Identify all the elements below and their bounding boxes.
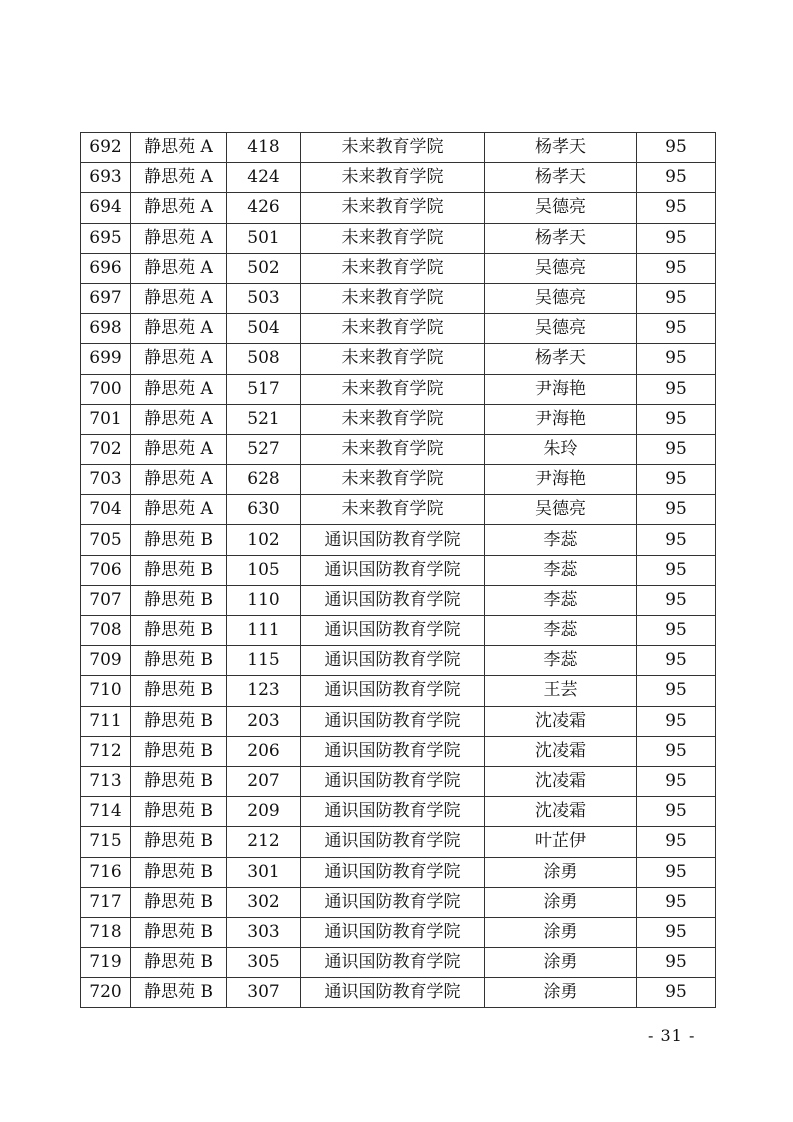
- score-cell: 95: [637, 978, 716, 1008]
- building-cell: 静思苑 A: [131, 163, 227, 193]
- room-cell: 102: [227, 525, 301, 555]
- score-cell: 95: [637, 465, 716, 495]
- row-number-cell: 717: [81, 887, 131, 917]
- college-cell: 未来教育学院: [301, 193, 485, 223]
- college-cell: 未来教育学院: [301, 465, 485, 495]
- room-cell: 521: [227, 404, 301, 434]
- table-row: [81, 374, 716, 404]
- row-number-cell: 696: [81, 253, 131, 283]
- building-cell: 静思苑 B: [131, 887, 227, 917]
- building-cell: 静思苑 B: [131, 857, 227, 887]
- counselor-cell: 吴德亮: [485, 253, 637, 283]
- row-number-cell: 716: [81, 857, 131, 887]
- counselor-cell: 杨孝天: [485, 344, 637, 374]
- row-number-cell: 703: [81, 465, 131, 495]
- room-cell: 426: [227, 193, 301, 223]
- counselor-cell: 涂勇: [485, 948, 637, 978]
- room-cell: 207: [227, 766, 301, 796]
- building-cell: 静思苑 B: [131, 706, 227, 736]
- row-number-cell: 706: [81, 555, 131, 585]
- row-number-cell: 712: [81, 736, 131, 766]
- score-cell: 95: [637, 766, 716, 796]
- score-cell: 95: [637, 283, 716, 313]
- room-cell: 508: [227, 344, 301, 374]
- row-number-cell: 698: [81, 314, 131, 344]
- score-cell: 95: [637, 706, 716, 736]
- row-number-cell: 715: [81, 827, 131, 857]
- building-cell: 静思苑 B: [131, 525, 227, 555]
- room-cell: 203: [227, 706, 301, 736]
- room-cell: 424: [227, 163, 301, 193]
- row-number-cell: 704: [81, 495, 131, 525]
- table-row: [81, 133, 716, 163]
- row-number-cell: 701: [81, 404, 131, 434]
- room-cell: 503: [227, 283, 301, 313]
- building-cell: 静思苑 A: [131, 283, 227, 313]
- room-cell: 212: [227, 827, 301, 857]
- room-cell: 206: [227, 736, 301, 766]
- counselor-cell: 涂勇: [485, 857, 637, 887]
- score-cell: 95: [637, 133, 716, 163]
- score-cell: 95: [637, 253, 716, 283]
- college-cell: 通识国防教育学院: [301, 766, 485, 796]
- score-cell: 95: [637, 827, 716, 857]
- score-cell: 95: [637, 887, 716, 917]
- score-cell: 95: [637, 948, 716, 978]
- college-cell: 通识国防教育学院: [301, 917, 485, 947]
- table-row: [81, 223, 716, 253]
- college-cell: 未来教育学院: [301, 374, 485, 404]
- building-cell: 静思苑 B: [131, 797, 227, 827]
- table-row: [81, 344, 716, 374]
- building-cell: 静思苑 B: [131, 555, 227, 585]
- building-cell: 静思苑 A: [131, 314, 227, 344]
- counselor-cell: 朱玲: [485, 434, 637, 464]
- building-cell: 静思苑 A: [131, 133, 227, 163]
- row-number-cell: 718: [81, 917, 131, 947]
- room-cell: 418: [227, 133, 301, 163]
- row-number-cell: 699: [81, 344, 131, 374]
- score-cell: 95: [637, 857, 716, 887]
- row-number-cell: 695: [81, 223, 131, 253]
- score-cell: 95: [637, 404, 716, 434]
- building-cell: 静思苑 A: [131, 223, 227, 253]
- score-cell: 95: [637, 314, 716, 344]
- score-cell: 95: [637, 434, 716, 464]
- table-row: [81, 797, 716, 827]
- table-row: [81, 283, 716, 313]
- counselor-cell: 沈凌霜: [485, 797, 637, 827]
- college-cell: 通识国防教育学院: [301, 676, 485, 706]
- table-row: [81, 555, 716, 585]
- room-cell: 504: [227, 314, 301, 344]
- table-row: [81, 404, 716, 434]
- row-number-cell: 692: [81, 133, 131, 163]
- table-row: [81, 314, 716, 344]
- college-cell: 通识国防教育学院: [301, 948, 485, 978]
- table-row: [81, 676, 716, 706]
- building-cell: 静思苑 A: [131, 193, 227, 223]
- counselor-cell: 沈凌霜: [485, 706, 637, 736]
- counselor-cell: 吴德亮: [485, 283, 637, 313]
- counselor-cell: 吴德亮: [485, 314, 637, 344]
- college-cell: 通识国防教育学院: [301, 736, 485, 766]
- room-cell: 307: [227, 978, 301, 1008]
- table-row: [81, 827, 716, 857]
- room-cell: 527: [227, 434, 301, 464]
- row-number-cell: 707: [81, 585, 131, 615]
- table-row: [81, 585, 716, 615]
- counselor-cell: 尹海艳: [485, 404, 637, 434]
- row-number-cell: 720: [81, 978, 131, 1008]
- row-number-cell: 708: [81, 616, 131, 646]
- score-cell: 95: [637, 616, 716, 646]
- score-cell: 95: [637, 223, 716, 253]
- table-row: [81, 434, 716, 464]
- score-cell: 95: [637, 646, 716, 676]
- college-cell: 通识国防教育学院: [301, 887, 485, 917]
- table-row: [81, 163, 716, 193]
- table-row: [81, 948, 716, 978]
- building-cell: 静思苑 B: [131, 736, 227, 766]
- table-body: [81, 133, 716, 1008]
- counselor-cell: 杨孝天: [485, 163, 637, 193]
- college-cell: 未来教育学院: [301, 253, 485, 283]
- counselor-cell: 杨孝天: [485, 133, 637, 163]
- score-cell: 95: [637, 585, 716, 615]
- college-cell: 未来教育学院: [301, 434, 485, 464]
- score-cell: 95: [637, 525, 716, 555]
- row-number-cell: 714: [81, 797, 131, 827]
- room-cell: 303: [227, 917, 301, 947]
- row-number-cell: 697: [81, 283, 131, 313]
- room-cell: 517: [227, 374, 301, 404]
- row-number-cell: 693: [81, 163, 131, 193]
- college-cell: 通识国防教育学院: [301, 555, 485, 585]
- counselor-cell: 尹海艳: [485, 465, 637, 495]
- room-cell: 502: [227, 253, 301, 283]
- counselor-cell: 王芸: [485, 676, 637, 706]
- score-cell: 95: [637, 374, 716, 404]
- room-cell: 209: [227, 797, 301, 827]
- score-cell: 95: [637, 676, 716, 706]
- table-row: [81, 646, 716, 676]
- building-cell: 静思苑 A: [131, 404, 227, 434]
- row-number-cell: 719: [81, 948, 131, 978]
- counselor-cell: 李蕊: [485, 555, 637, 585]
- college-cell: 通识国防教育学院: [301, 525, 485, 555]
- building-cell: 静思苑 B: [131, 676, 227, 706]
- table-row: [81, 525, 716, 555]
- counselor-cell: 李蕊: [485, 585, 637, 615]
- college-cell: 未来教育学院: [301, 495, 485, 525]
- room-cell: 302: [227, 887, 301, 917]
- building-cell: 静思苑 B: [131, 978, 227, 1008]
- counselor-cell: 叶芷伊: [485, 827, 637, 857]
- table-row: [81, 495, 716, 525]
- building-cell: 静思苑 B: [131, 827, 227, 857]
- table-row: [81, 736, 716, 766]
- table-row: [81, 616, 716, 646]
- building-cell: 静思苑 A: [131, 434, 227, 464]
- college-cell: 通识国防教育学院: [301, 857, 485, 887]
- college-cell: 未来教育学院: [301, 344, 485, 374]
- counselor-cell: 吴德亮: [485, 193, 637, 223]
- room-cell: 628: [227, 465, 301, 495]
- building-cell: 静思苑 A: [131, 374, 227, 404]
- room-cell: 115: [227, 646, 301, 676]
- building-cell: 静思苑 A: [131, 495, 227, 525]
- college-cell: 通识国防教育学院: [301, 646, 485, 676]
- row-number-cell: 694: [81, 193, 131, 223]
- score-cell: 95: [637, 193, 716, 223]
- room-cell: 110: [227, 585, 301, 615]
- building-cell: 静思苑 B: [131, 948, 227, 978]
- building-cell: 静思苑 B: [131, 917, 227, 947]
- building-cell: 静思苑 B: [131, 766, 227, 796]
- score-cell: 95: [637, 917, 716, 947]
- table-row: [81, 706, 716, 736]
- building-cell: 静思苑 A: [131, 465, 227, 495]
- college-cell: 未来教育学院: [301, 314, 485, 344]
- score-cell: 95: [637, 163, 716, 193]
- page-number: - 31 -: [648, 1026, 696, 1045]
- building-cell: 静思苑 B: [131, 646, 227, 676]
- table-row: [81, 857, 716, 887]
- score-cell: 95: [637, 797, 716, 827]
- college-cell: 通识国防教育学院: [301, 797, 485, 827]
- college-cell: 通识国防教育学院: [301, 827, 485, 857]
- counselor-cell: 沈凌霜: [485, 736, 637, 766]
- college-cell: 通识国防教育学院: [301, 616, 485, 646]
- counselor-cell: 李蕊: [485, 646, 637, 676]
- college-cell: 未来教育学院: [301, 133, 485, 163]
- counselor-cell: 涂勇: [485, 978, 637, 1008]
- table-row: [81, 766, 716, 796]
- college-cell: 未来教育学院: [301, 163, 485, 193]
- room-cell: 305: [227, 948, 301, 978]
- score-cell: 95: [637, 495, 716, 525]
- counselor-cell: 吴德亮: [485, 495, 637, 525]
- college-cell: 未来教育学院: [301, 404, 485, 434]
- row-number-cell: 711: [81, 706, 131, 736]
- score-cell: 95: [637, 344, 716, 374]
- room-cell: 123: [227, 676, 301, 706]
- table-row: [81, 193, 716, 223]
- room-cell: 630: [227, 495, 301, 525]
- building-cell: 静思苑 B: [131, 616, 227, 646]
- building-cell: 静思苑 A: [131, 344, 227, 374]
- table-row: [81, 465, 716, 495]
- room-cell: 501: [227, 223, 301, 253]
- counselor-cell: 李蕊: [485, 525, 637, 555]
- building-cell: 静思苑 B: [131, 585, 227, 615]
- college-cell: 通识国防教育学院: [301, 706, 485, 736]
- dormitory-score-table: [80, 132, 716, 1008]
- room-cell: 105: [227, 555, 301, 585]
- counselor-cell: 涂勇: [485, 917, 637, 947]
- college-cell: 未来教育学院: [301, 283, 485, 313]
- row-number-cell: 700: [81, 374, 131, 404]
- counselor-cell: 涂勇: [485, 887, 637, 917]
- table-row: [81, 253, 716, 283]
- row-number-cell: 710: [81, 676, 131, 706]
- table-row: [81, 887, 716, 917]
- counselor-cell: 杨孝天: [485, 223, 637, 253]
- college-cell: 未来教育学院: [301, 223, 485, 253]
- table-row: [81, 917, 716, 947]
- room-cell: 111: [227, 616, 301, 646]
- row-number-cell: 705: [81, 525, 131, 555]
- score-cell: 95: [637, 736, 716, 766]
- row-number-cell: 702: [81, 434, 131, 464]
- counselor-cell: 李蕊: [485, 616, 637, 646]
- row-number-cell: 709: [81, 646, 131, 676]
- table-row: [81, 978, 716, 1008]
- college-cell: 通识国防教育学院: [301, 978, 485, 1008]
- counselor-cell: 尹海艳: [485, 374, 637, 404]
- room-cell: 301: [227, 857, 301, 887]
- college-cell: 通识国防教育学院: [301, 585, 485, 615]
- building-cell: 静思苑 A: [131, 253, 227, 283]
- row-number-cell: 713: [81, 766, 131, 796]
- score-cell: 95: [637, 555, 716, 585]
- counselor-cell: 沈凌霜: [485, 766, 637, 796]
